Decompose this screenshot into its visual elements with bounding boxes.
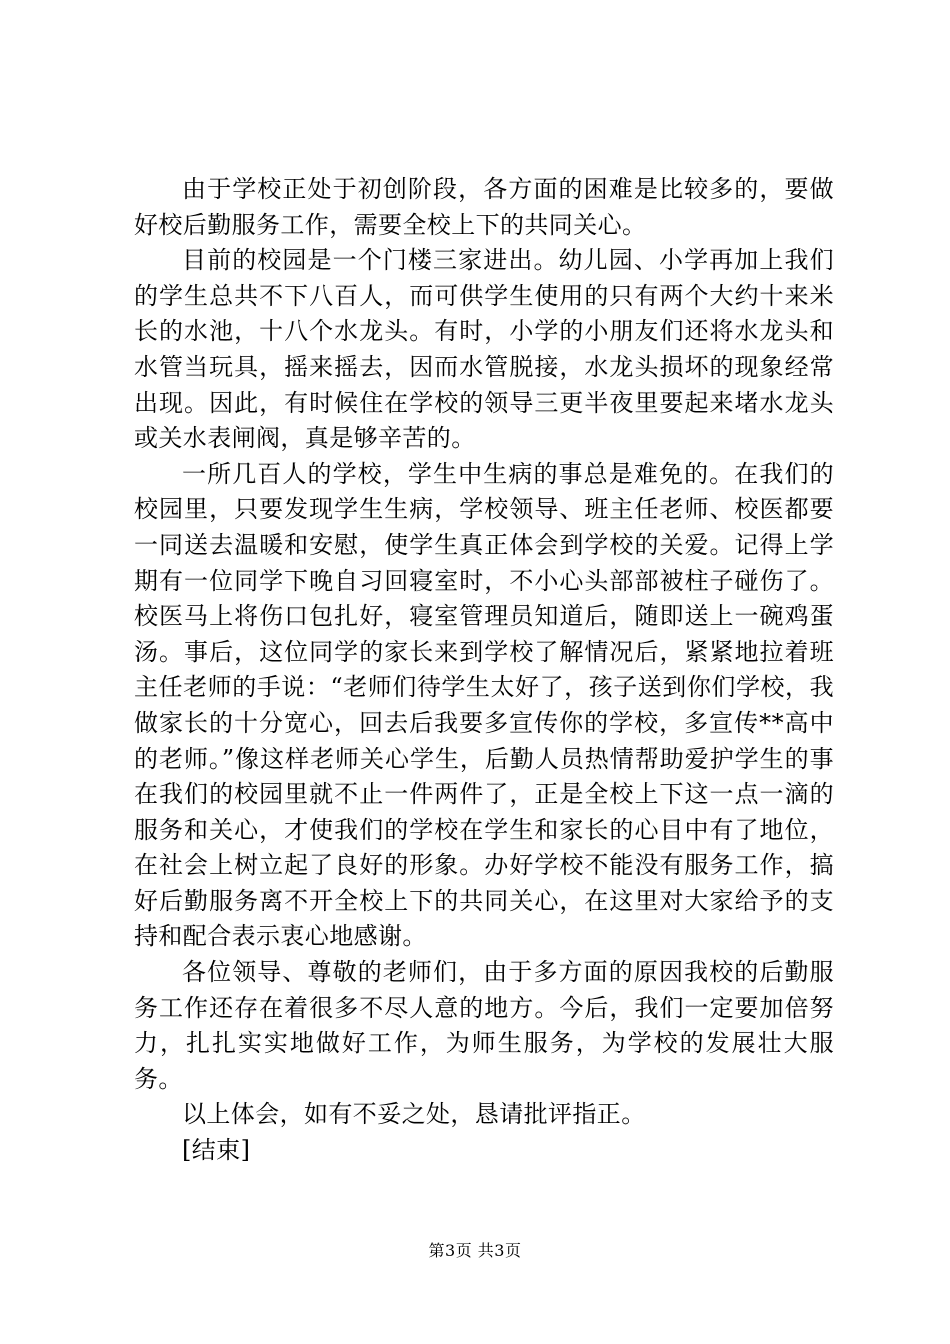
paragraph-logistics-difficulty: 由于学校正处于初创阶段，各方面的困难是比较多的，要做好校后勤服务工作，需要全校上下的共同关心。 (134, 175, 834, 239)
paragraph-closing-remark: 以上体会，如有不妥之处，恳请批评指正。 (182, 1100, 646, 1129)
page-footer (0, 1241, 950, 1261)
paragraph-end-marker: [结束] (182, 1136, 251, 1165)
page-number: 第3页 共3页 (428, 1241, 522, 1260)
paragraph-future-work: 各位领导、尊敬的老师们，由于多方面的原因我校的后勤服务工作还存在着很多不尽人意的地方。今后，我们一定要加倍努力，扎扎实实地做好工作，为师生服务，为学校的发展壮大服务。 (134, 958, 834, 1093)
paragraph-student-care: 一所几百人的学校，学生中生病的事总是难免的。在我们的校园里，只要发现学生生病，学校领导、班主任老师、校医都要一同送去温暖和安慰，使学生真正体会到学校的关爱。记得上学期有一位同学下晚自习回寝室时，不小心头部部被柱子碰伤了。校医马上将伤口包扎好，寝室管理员知道后，随即送上一碗鸡蛋汤。事后，这位同学的家长来到学校了解情况后，紧紧地拉着班主任老师的手说：“老师们待学生太好了，孩子送到你们学校，我做家长的十分宽心，回去后我要多宣传你的学校，多宣传**高中的老师。”像这样老师关心学生，后勤人员热情帮助爱护学生的事在我们的校园里就不止一件两件了，正是全校上下这一点一滴的服务和关心，才使我们的学校在学生和家长的心目中有了地位，在社会上树立起了良好的形象。办好学校不能没有服务工作，搞好后勤服务离不开全校上下的共同关心，在这里对大家给予的支持和配合表示衷心地感谢。 (134, 459, 834, 951)
document-body (134, 172, 834, 1169)
paragraph-campus-water: 目前的校园是一个门楼三家进出。幼儿园、小学再加上我们的学生总共不下八百人，而可供学生使用的只有两个大约十来米长的水池，十八个水龙头。有时，小学的小朋友们还将水龙头和水管当玩具，摇来摇去，因而水管脱接，水龙头损坏的现象经常出现。因此，有时候住在学校的领导三更半夜里要起来堵水龙头或关水表闸阀，真是够辛苦的。 (134, 246, 834, 453)
